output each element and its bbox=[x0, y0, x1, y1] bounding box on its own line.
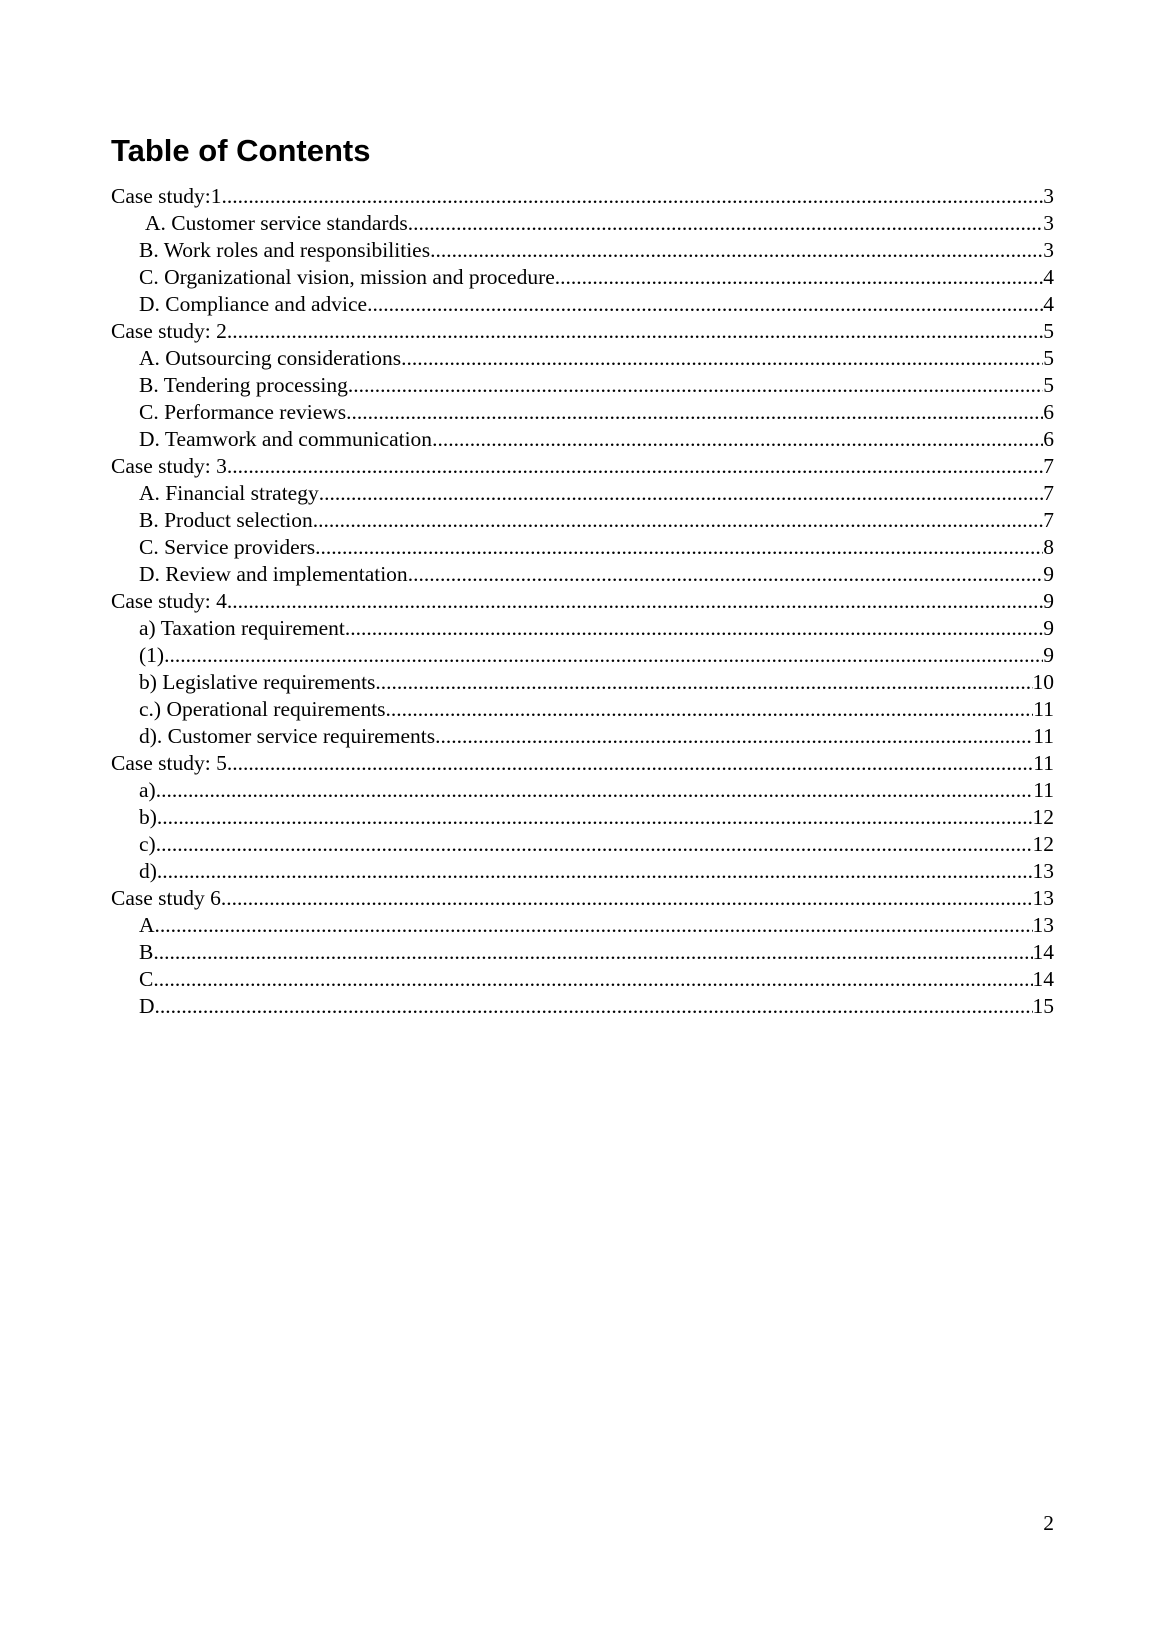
toc-entry-label: Case study: 5 bbox=[111, 751, 227, 775]
toc-entry-subsection[interactable] bbox=[111, 858, 1054, 885]
toc-entry-subsection[interactable] bbox=[111, 399, 1054, 426]
toc-dot-leader bbox=[160, 912, 1033, 939]
toc-entry-page-number: 11 bbox=[1033, 751, 1054, 775]
toc-entry-page-number: 7 bbox=[1043, 481, 1054, 505]
toc-dot-leader bbox=[221, 885, 1033, 912]
toc-entry-label: A. Financial strategy bbox=[139, 481, 319, 505]
toc-entry-label: A. Outsourcing considerations bbox=[139, 346, 402, 370]
toc-entry-label: Case study: 3 bbox=[111, 454, 227, 478]
toc-entry-subsection[interactable] bbox=[111, 696, 1054, 723]
toc-entry-page-number: 4 bbox=[1043, 292, 1054, 316]
toc-dot-leader bbox=[555, 264, 1043, 291]
toc-entry-page-number: 6 bbox=[1043, 400, 1054, 424]
toc-entry-page-number: 14 bbox=[1032, 967, 1054, 991]
toc-dot-leader bbox=[159, 939, 1033, 966]
toc-entry-subsection[interactable] bbox=[111, 939, 1054, 966]
toc-entry-case-study[interactable] bbox=[111, 318, 1054, 345]
toc-entry-subsection[interactable] bbox=[111, 993, 1054, 1020]
toc-dot-leader bbox=[319, 480, 1044, 507]
table-of-contents bbox=[111, 183, 1054, 1020]
toc-entry-label: d) bbox=[139, 859, 157, 883]
toc-entry-subsection[interactable] bbox=[111, 642, 1054, 669]
toc-entry-page-number: 13 bbox=[1032, 859, 1054, 883]
toc-entry-page-number: 9 bbox=[1043, 562, 1054, 586]
toc-dot-leader bbox=[227, 588, 1043, 615]
toc-dot-leader bbox=[313, 507, 1043, 534]
toc-entry-label: (1) bbox=[139, 643, 165, 667]
toc-entry-label: B. Product selection bbox=[139, 508, 313, 532]
toc-entry-case-study[interactable] bbox=[111, 453, 1054, 480]
toc-entry-page-number: 11 bbox=[1033, 724, 1054, 748]
toc-entry-page-number: 12 bbox=[1032, 805, 1054, 829]
toc-entry-label: B. Tendering processing bbox=[139, 373, 348, 397]
toc-entry-subsection[interactable] bbox=[111, 426, 1054, 453]
toc-entry-page-number: 3 bbox=[1043, 238, 1054, 262]
toc-entry-case-study[interactable] bbox=[111, 183, 1054, 210]
toc-entry-label: Case study: 2 bbox=[111, 319, 227, 343]
toc-entry-page-number: 5 bbox=[1043, 373, 1054, 397]
toc-dot-leader bbox=[315, 534, 1043, 561]
toc-entry-page-number: 13 bbox=[1032, 913, 1054, 937]
toc-entry-page-number: 5 bbox=[1043, 319, 1054, 343]
toc-dot-leader bbox=[435, 723, 1033, 750]
page-number: 2 bbox=[1043, 1511, 1054, 1535]
toc-dot-leader bbox=[227, 453, 1043, 480]
toc-dot-leader bbox=[227, 318, 1043, 345]
toc-dot-leader bbox=[227, 750, 1033, 777]
toc-entry-label: D. bbox=[139, 994, 160, 1018]
toc-entry-case-study[interactable] bbox=[111, 750, 1054, 777]
toc-entry-subsection[interactable] bbox=[111, 804, 1054, 831]
toc-entry-label: Case study 6 bbox=[111, 886, 221, 910]
toc-entry-page-number: 13 bbox=[1032, 886, 1054, 910]
toc-entry-subsection[interactable] bbox=[111, 723, 1054, 750]
toc-entry-subsection[interactable] bbox=[111, 831, 1054, 858]
toc-entry-page-number: 9 bbox=[1043, 589, 1054, 613]
toc-entry-label: D. Teamwork and communication bbox=[139, 427, 433, 451]
toc-entry-page-number: 12 bbox=[1032, 832, 1054, 856]
toc-dot-leader bbox=[156, 831, 1033, 858]
toc-entry-label: d). Customer service requirements bbox=[139, 724, 436, 748]
toc-dot-leader bbox=[367, 291, 1043, 318]
toc-entry-page-number: 7 bbox=[1043, 508, 1054, 532]
toc-dot-leader bbox=[408, 561, 1044, 588]
toc-entry-label: b) bbox=[139, 805, 157, 829]
toc-entry-page-number: 5 bbox=[1043, 346, 1054, 370]
toc-dot-leader bbox=[164, 642, 1043, 669]
toc-entry-subsection[interactable] bbox=[111, 210, 1054, 237]
toc-dot-leader bbox=[408, 210, 1044, 237]
toc-entry-page-number: 9 bbox=[1043, 643, 1054, 667]
toc-entry-label: D. Compliance and advice bbox=[139, 292, 368, 316]
toc-dot-leader bbox=[348, 372, 1043, 399]
toc-entry-label: C. Service providers bbox=[139, 535, 316, 559]
toc-entry-label: B. bbox=[139, 940, 159, 964]
toc-entry-label: c.) Operational requirements bbox=[139, 697, 386, 721]
toc-entry-subsection[interactable] bbox=[111, 777, 1054, 804]
toc-entry-label: C. Organizational vision, mission and procedure bbox=[139, 265, 555, 289]
toc-entry-label: b) Legislative requirements bbox=[139, 670, 376, 694]
toc-dot-leader bbox=[159, 966, 1033, 993]
toc-dot-leader bbox=[345, 615, 1043, 642]
toc-entry-page-number: 10 bbox=[1032, 670, 1054, 694]
toc-entry-subsection[interactable] bbox=[111, 912, 1054, 939]
toc-entry-page-number: 11 bbox=[1033, 778, 1054, 802]
toc-entry-label: a) Taxation requirement bbox=[139, 616, 345, 640]
toc-entry-page-number: 15 bbox=[1032, 994, 1054, 1018]
toc-entry-subsection[interactable] bbox=[111, 534, 1054, 561]
toc-entry-label: D. Review and implementation bbox=[139, 562, 408, 586]
toc-entry-case-study[interactable] bbox=[111, 885, 1054, 912]
toc-entry-label: C. Performance reviews bbox=[139, 400, 347, 424]
toc-dot-leader bbox=[157, 804, 1033, 831]
toc-entry-subsection[interactable] bbox=[111, 372, 1054, 399]
toc-entry-page-number: 6 bbox=[1043, 427, 1054, 451]
toc-dot-leader bbox=[221, 183, 1043, 210]
toc-entry-subsection[interactable] bbox=[111, 345, 1054, 372]
toc-entry-page-number: 3 bbox=[1043, 184, 1054, 208]
toc-entry-label: B. Work roles and responsibilities bbox=[139, 238, 431, 262]
toc-entry-subsection[interactable] bbox=[111, 615, 1054, 642]
toc-entry-label: Case study: 4 bbox=[111, 589, 227, 613]
toc-entry-page-number: 8 bbox=[1043, 535, 1054, 559]
toc-entry-page-number: 3 bbox=[1043, 211, 1054, 235]
toc-dot-leader bbox=[432, 426, 1043, 453]
toc-dot-leader bbox=[430, 237, 1043, 264]
toc-entry-subsection[interactable] bbox=[111, 264, 1054, 291]
toc-entry-label: Case study:1 bbox=[111, 184, 222, 208]
toc-entry-page-number: 14 bbox=[1032, 940, 1054, 964]
toc-entry-label: A. bbox=[139, 913, 160, 937]
toc-entry-label: c) bbox=[139, 832, 156, 856]
toc-entry-subsection[interactable] bbox=[111, 669, 1054, 696]
toc-entry-page-number: 9 bbox=[1043, 616, 1054, 640]
toc-entry-label: A. Customer service standards bbox=[145, 211, 408, 235]
toc-dot-leader bbox=[346, 399, 1043, 426]
toc-entry-case-study[interactable] bbox=[111, 588, 1054, 615]
toc-dot-leader bbox=[375, 669, 1032, 696]
toc-entry-page-number: 7 bbox=[1043, 454, 1054, 478]
toc-heading: Table of Contents bbox=[111, 133, 371, 168]
toc-entry-subsection[interactable] bbox=[111, 561, 1054, 588]
toc-dot-leader bbox=[401, 345, 1043, 372]
toc-entry-subsection[interactable] bbox=[111, 480, 1054, 507]
toc-dot-leader bbox=[157, 858, 1033, 885]
toc-entry-page-number: 4 bbox=[1043, 265, 1054, 289]
toc-entry-label: C. bbox=[139, 967, 159, 991]
toc-dot-leader bbox=[160, 993, 1033, 1020]
toc-entry-subsection[interactable] bbox=[111, 966, 1054, 993]
toc-entry-subsection[interactable] bbox=[111, 291, 1054, 318]
toc-entry-label: a) bbox=[139, 778, 156, 802]
toc-entry-subsection[interactable] bbox=[111, 237, 1054, 264]
toc-dot-leader bbox=[386, 696, 1034, 723]
toc-entry-subsection[interactable] bbox=[111, 507, 1054, 534]
toc-dot-leader bbox=[156, 777, 1034, 804]
toc-entry-page-number: 11 bbox=[1033, 697, 1054, 721]
